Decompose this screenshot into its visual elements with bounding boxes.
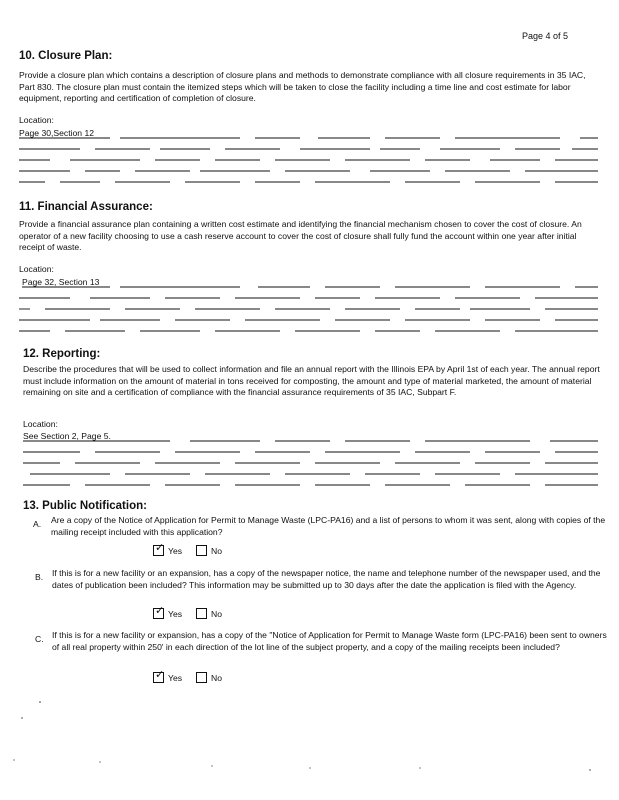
- reporting-description: Describe the procedures that will be used to collect information and file an annual report with the Illinois EPA by April 1st of each year. The annual report must include information on the amount of material in tons received for composting, the amount and type of material marketed, the amount of material remaining on site and a certification of compliance with the financial assurance requirements of 35 IAC, Subpart F.: [23, 364, 600, 397]
- question-b-yes-label: Yes: [168, 608, 183, 619]
- question-c-no-label: No: [211, 672, 223, 683]
- financial-location-value[interactable]: Page 32, Section 13: [22, 277, 100, 287]
- question-c-text: If this is for a new facility or expansion, has a copy of the "Notice of Application for Permit to Manage Waste form (LPC-PA16) been sent to owners of all real property within 250' in each direction of the lot line of the subject property, and a copy of the mailing receipts been included?: [52, 630, 607, 652]
- question-b-letter: B.: [35, 572, 44, 582]
- question-c-letter: C.: [35, 634, 44, 644]
- closure-plan-description: Provide a closure plan which contains a description of closure plans and methods to demonstrate compliance with all closure requirements in 35 IAC, Part 830. The closure plan must contain the itemized steps which will be taken to close the facility including a time line and cost estimate for labor equipment, reporting and certification of completion of closure.: [19, 70, 586, 103]
- check-icon: ✓: [155, 542, 165, 554]
- reporting-location-value[interactable]: See Section 2, Page 5.: [23, 431, 111, 441]
- financial-assurance-description: Provide a financial assurance plan containing a written cost estimate and identifying the financial mechanism chosen to cover the cost of closure. An operator of a new facility choosing to use a cash reserve account to cover the cost of closure shall fully fund the account within one year after initial receipt of waste.: [19, 219, 582, 252]
- check-icon: ✓: [155, 605, 165, 617]
- check-icon: ✓: [155, 669, 165, 681]
- financial-location-label: Location:: [19, 264, 54, 274]
- closure-plan-title: 10. Closure Plan:: [19, 50, 113, 62]
- question-b-text: If this is for a new facility or an expansion, has a copy of the newspaper notice, the name and telephone number of the newspaper used, and the dates of publication been included? This information may be submitted up to 30 days after the date the application is filed with the Agency.: [52, 568, 601, 590]
- closure-location-value[interactable]: Page 30,Section 12: [19, 128, 95, 138]
- public-notification-title: 13. Public Notification:: [23, 500, 147, 512]
- question-b-no-label: No: [211, 608, 223, 619]
- question-a-text: Are a copy of the Notice of Application for Permit to Manage Waste (LPC-PA16) and a list of persons to whom it was sent, along with copies of the mailing receipt included with this application?: [51, 515, 606, 537]
- reporting-title: 12. Reporting:: [23, 348, 101, 360]
- financial-assurance-title: 11. Financial Assurance:: [19, 201, 153, 213]
- page-number: Page 4 of 5: [522, 31, 569, 41]
- question-a-letter: A.: [33, 519, 42, 529]
- question-a-yes-label: Yes: [168, 545, 183, 556]
- reporting-location-label: Location:: [23, 419, 58, 429]
- question-c-yes-label: Yes: [168, 672, 183, 683]
- question-a-no-label: No: [211, 545, 223, 556]
- closure-location-label: Location:: [19, 115, 54, 125]
